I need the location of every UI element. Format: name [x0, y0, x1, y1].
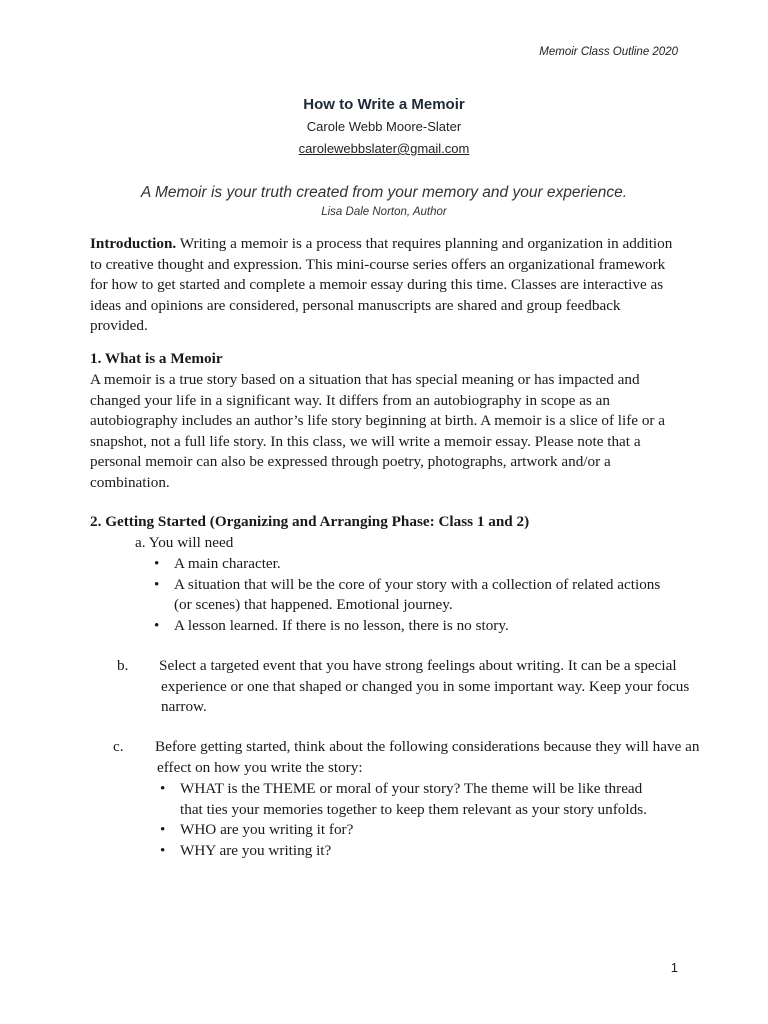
- item-b-text: Select a targeted event that you have strong feelings about writing. It can be a special experience or one that shaped or changed you in some important way. Keep your focus narrow.: [159, 657, 690, 716]
- list-item: • A lesson learned. If there is no lesson, there is no story.: [154, 616, 664, 637]
- introduction-text: Writing a memoir is a process that requires planning and organization in addition to creative thought and expression. This mini-course series offers an organizational framework for how to get started and complete a memoir essay during this time. Classes are interactive as ideas and opinions are considered, personal manuscripts are shared and group feedback provided.: [90, 235, 673, 335]
- item-b-label: b.: [117, 657, 129, 674]
- item-c-text: Before getting started, think about the following considerations because they will have an effect on how you write the story:: [155, 738, 700, 776]
- list-item: • A main character.: [154, 554, 664, 575]
- item-c-bullet-list: [160, 779, 660, 861]
- author-name: Carole Webb Moore-Slater: [306, 119, 462, 134]
- running-head: Memoir Class Outline 2020: [539, 46, 678, 58]
- epigraph-quote: A Memoir is your truth created from your memory and your experience.: [140, 184, 628, 201]
- item-c-paragraph: [113, 737, 702, 778]
- section-1-heading: 1. What is a Memoir: [90, 350, 223, 367]
- item-b-paragraph: [117, 656, 706, 718]
- item-a-bullet-list: [154, 554, 664, 636]
- list-item: • WHO are you writing it for?: [160, 820, 660, 841]
- list-item: • A situation that will be the core of your story with a collection of related actions (or scenes) that happened. Emotional journey.: [154, 575, 661, 614]
- introduction-lead: Introduction.: [90, 235, 177, 252]
- item-c-label: c.: [113, 738, 124, 755]
- list-item: • WHAT is the THEME or moral of your story? The theme will be like thread that ties your memories together to keep them relevant as your story unfolds.: [160, 780, 647, 818]
- bullet-icon: •: [154, 616, 160, 634]
- bullet-icon: •: [160, 780, 166, 797]
- epigraph-attribution: Lisa Dale Norton, Author: [321, 206, 447, 218]
- page-number: 1: [670, 960, 678, 975]
- bullet-icon: •: [160, 821, 166, 839]
- item-a-label: a. You will need: [135, 534, 234, 551]
- bullet-icon: •: [154, 555, 160, 572]
- introduction-paragraph: [90, 234, 680, 337]
- bullet-icon: •: [160, 841, 166, 859]
- author-email-link[interactable]: carolewebbslater@gmail.com: [298, 141, 470, 156]
- bullet-icon: •: [154, 575, 160, 593]
- section-1-body: A memoir is a true story based on a situation that has special meaning or has impacted and changed your life in a significant way. It differs from an autobiography in scope as an autobiography includes an author’s life story beginning at birth. A memoir is a slice of life or a snapshot, not a full life story. In this class, we will write a memoir essay. Please note that a personal memoir can also be expressed through poetry, photographs, artwork and/or a combination.: [90, 371, 666, 491]
- title-block: [0, 94, 768, 160]
- document-title: How to Write a Memoir: [303, 96, 465, 113]
- section-2-heading: 2. Getting Started (Organizing and Arranging Phase: Class 1 and 2): [90, 513, 530, 530]
- list-item: • WHY are you writing it?: [160, 841, 660, 862]
